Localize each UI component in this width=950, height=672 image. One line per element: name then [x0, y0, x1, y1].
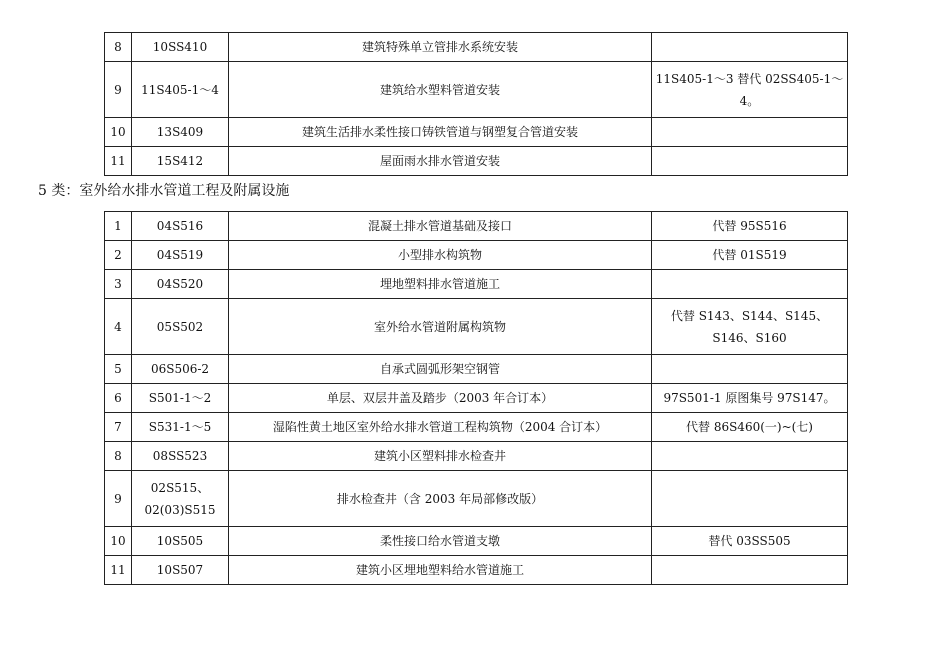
atlas-title: 排水检查井（含 2003 年局部修改版）: [229, 471, 652, 527]
table-row: [105, 241, 848, 270]
table-row: [105, 471, 848, 527]
remark: [652, 471, 848, 527]
table-row: [105, 384, 848, 413]
atlas-title: 单层、双层井盖及踏步（2003 年合订本）: [229, 384, 652, 413]
table-row: [105, 556, 848, 585]
remark: 11S405-1～3 替代 02SS405-1～4。: [652, 62, 848, 118]
standards-table-lower: [104, 211, 848, 585]
table-row: [105, 442, 848, 471]
atlas-title: 建筑特殊单立管排水系统安装: [229, 33, 652, 62]
atlas-title: 混凝土排水管道基础及接口: [229, 212, 652, 241]
table-row: [105, 355, 848, 384]
atlas-code: 04S520: [132, 270, 229, 299]
row-number: 7: [105, 413, 132, 442]
remark: [652, 556, 848, 585]
table-row: [105, 413, 848, 442]
remark: 代替 95S516: [652, 212, 848, 241]
atlas-code: 08SS523: [132, 442, 229, 471]
atlas-code: 10S507: [132, 556, 229, 585]
atlas-title: 建筑小区塑料排水检查井: [229, 442, 652, 471]
table-row: [105, 270, 848, 299]
row-number: 10: [105, 118, 132, 147]
table-row: [105, 212, 848, 241]
atlas-code: 04S516: [132, 212, 229, 241]
atlas-title: 柔性接口给水管道支墩: [229, 527, 652, 556]
atlas-code: 15S412: [132, 147, 229, 176]
row-number: 11: [105, 556, 132, 585]
atlas-code: S531-1～5: [132, 413, 229, 442]
atlas-title: 屋面雨水排水管道安装: [229, 147, 652, 176]
row-number: 2: [105, 241, 132, 270]
remark: [652, 118, 848, 147]
row-number: 9: [105, 471, 132, 527]
atlas-title: 湿陷性黄土地区室外给水排水管道工程构筑物（2004 合订本）: [229, 413, 652, 442]
table-row: [105, 33, 848, 62]
atlas-code: 13S409: [132, 118, 229, 147]
atlas-title: 自承式圆弧形架空钢管: [229, 355, 652, 384]
table-row: [105, 118, 848, 147]
row-number: 4: [105, 299, 132, 355]
remark: 代替 S143、S144、S145、S146、S160: [652, 299, 848, 355]
row-number: 10: [105, 527, 132, 556]
remark: 代替 01S519: [652, 241, 848, 270]
remark: [652, 355, 848, 384]
table-row: [105, 299, 848, 355]
standards-table-upper: [104, 32, 848, 176]
table-row: [105, 527, 848, 556]
atlas-title: 建筑小区埋地塑料给水管道施工: [229, 556, 652, 585]
remark: [652, 442, 848, 471]
atlas-title: 小型排水构筑物: [229, 241, 652, 270]
row-number: 9: [105, 62, 132, 118]
table-row: [105, 62, 848, 118]
row-number: 8: [105, 442, 132, 471]
atlas-code: 11S405-1～4: [132, 62, 229, 118]
row-number: 5: [105, 355, 132, 384]
row-number: 6: [105, 384, 132, 413]
remark: [652, 33, 848, 62]
atlas-code: 02S515、02(03)S515: [132, 471, 229, 527]
atlas-code: 06S506-2: [132, 355, 229, 384]
remark: [652, 270, 848, 299]
row-number: 11: [105, 147, 132, 176]
atlas-code: S501-1～2: [132, 384, 229, 413]
atlas-code: 10S505: [132, 527, 229, 556]
atlas-code: 04S519: [132, 241, 229, 270]
atlas-code: 05S502: [132, 299, 229, 355]
atlas-code: 10SS410: [132, 33, 229, 62]
row-number: 3: [105, 270, 132, 299]
remark: [652, 147, 848, 176]
atlas-title: 埋地塑料排水管道施工: [229, 270, 652, 299]
atlas-title: 建筑生活排水柔性接口铸铁管道与钢塑复合管道安装: [229, 118, 652, 147]
table-row: [105, 147, 848, 176]
remark: 代替 86S460(一)~(七): [652, 413, 848, 442]
row-number: 8: [105, 33, 132, 62]
remark: 替代 03SS505: [652, 527, 848, 556]
atlas-title: 室外给水管道附属构筑物: [229, 299, 652, 355]
remark: 97S501-1 原图集号 97S147。: [652, 384, 848, 413]
section-heading: 5 类：室外给水排水管道工程及附属设施: [38, 183, 290, 199]
row-number: 1: [105, 212, 132, 241]
atlas-title: 建筑给水塑料管道安装: [229, 62, 652, 118]
